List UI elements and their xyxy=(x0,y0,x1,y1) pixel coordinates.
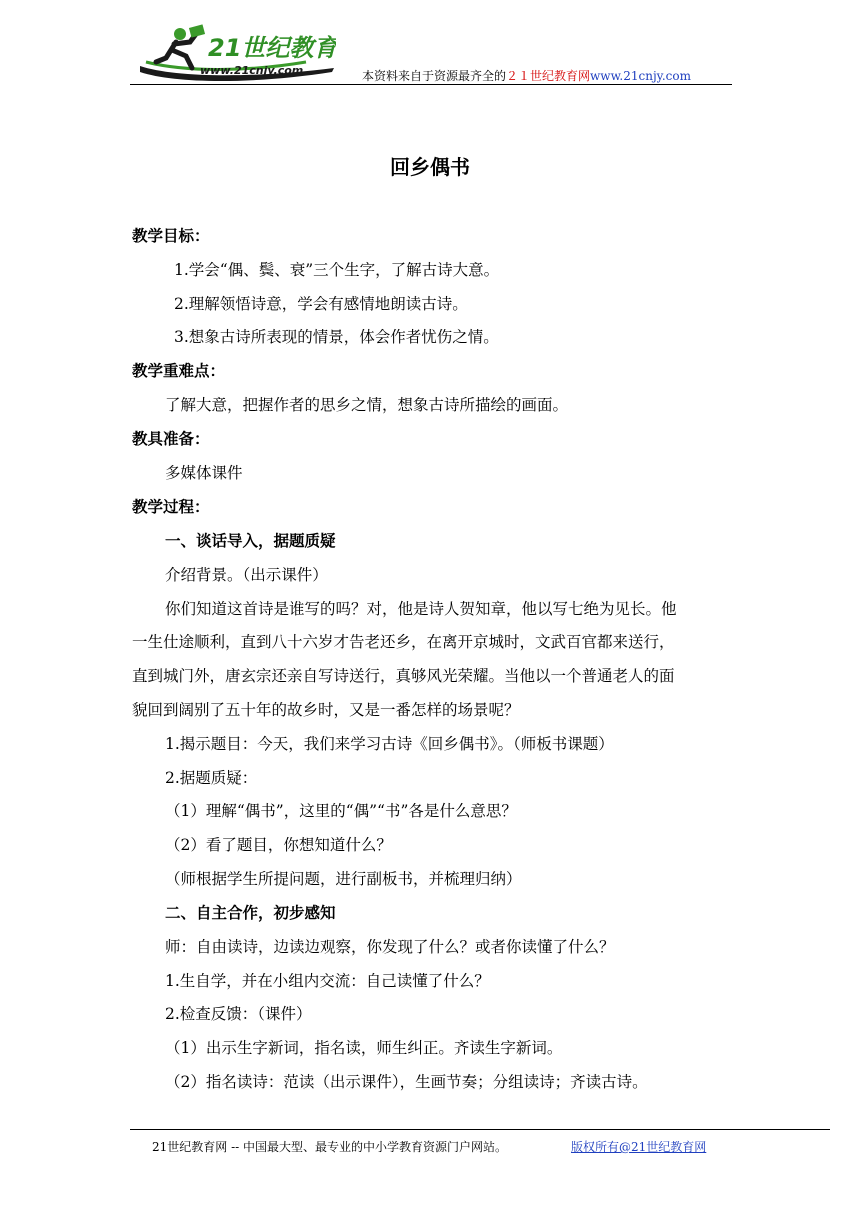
header-note xyxy=(362,67,691,84)
header-note-brand: ２１世纪教育网 xyxy=(506,69,591,83)
subsection-heading: 二、自主合作，初步感知 xyxy=(165,904,336,922)
paragraph-line: 师：自由读诗，边读边观察，你发现了什么？或者你读懂了什么？ xyxy=(165,938,615,956)
paragraph-line: 了解大意，把握作者的思乡之情，想象古诗所描绘的画面。 xyxy=(165,396,569,414)
paragraph-line: 一生仕途顺利，直到八十六岁才告老还乡，在离开京城时，文武百官都来送行， xyxy=(132,633,675,651)
paragraph-line: 1.揭示题目：今天，我们来学习古诗《回乡偶书》。（师板书课题） xyxy=(165,735,614,753)
paragraph-line: 介绍背景。（出示课件） xyxy=(165,566,328,584)
paragraph-line: 多媒体课件 xyxy=(165,464,243,482)
section-heading-materials: 教具准备： xyxy=(132,430,210,448)
subsection-heading: 一、谈话导入，据题质疑 xyxy=(165,532,336,550)
paragraph-line: 2.据题质疑： xyxy=(165,769,258,787)
section-heading-process: 教学过程： xyxy=(132,498,210,516)
section-heading-key-points: 教学重难点： xyxy=(132,362,226,380)
paragraph-line: （1）理解“偶书”，这里的“偶”“书”各是什么意思？ xyxy=(165,802,517,820)
paragraph-line: （2）指名读诗：范读（出示课件），生画节奏；分组读诗；齐读古诗。 xyxy=(165,1073,648,1091)
paragraph-line: 貌回到阔别了五十年的故乡时，又是一番怎样的场景呢？ xyxy=(132,701,520,719)
header-divider xyxy=(130,84,732,85)
paragraph-line: 直到城门外，唐玄宗还亲自写诗送行，真够风光荣耀。当他以一个普通老人的面 xyxy=(132,667,675,685)
logo xyxy=(136,22,336,86)
runner-logo-icon xyxy=(136,22,336,86)
footer-text: 21世纪教育网 -- 中国最大型、最专业的中小学教育资源门户网站。 xyxy=(152,1140,508,1154)
logo-url-text: www.21cnjy.com xyxy=(200,64,304,77)
paragraph-line: 2.理解领悟诗意，学会有感情地朗读古诗。 xyxy=(174,295,468,313)
paragraph-line: （2）看了题目，你想知道什么？ xyxy=(165,836,392,854)
footer-divider xyxy=(130,1129,830,1130)
logo-brand-text: 21世纪教育 xyxy=(208,34,336,62)
paragraph-line: 1.学会“偶、鬓、衰”三个生字，了解古诗大意。 xyxy=(174,261,500,279)
paragraph-line: （师根据学生所提问题，进行副板书，并梳理归纳） xyxy=(165,870,522,888)
header-note-prefix: 本资料来自于资源最齐全的 xyxy=(362,69,507,83)
paragraph-line: 你们知道这首诗是谁写的吗？对，他是诗人贺知章，他以写七绝为见长。他 xyxy=(165,600,677,618)
paragraph-line: 2.检查反馈：（课件） xyxy=(165,1005,312,1023)
paragraph-line: 3.想象古诗所表现的情景，体会作者忧伤之情。 xyxy=(174,328,499,346)
section-heading-objectives: 教学目标： xyxy=(132,227,210,245)
page-title: 回乡偶书 xyxy=(390,155,470,179)
header-note-url[interactable]: www.21cnjy.com xyxy=(590,69,691,83)
paragraph-line: 1.生自学，并在小组内交流：自己读懂了什么？ xyxy=(165,972,490,990)
copyright-link[interactable]: 版权所有@21世纪教育网 xyxy=(571,1140,707,1154)
paragraph-line: （1）出示生字新词，指名读，师生纠正。齐读生字新词。 xyxy=(165,1039,563,1057)
